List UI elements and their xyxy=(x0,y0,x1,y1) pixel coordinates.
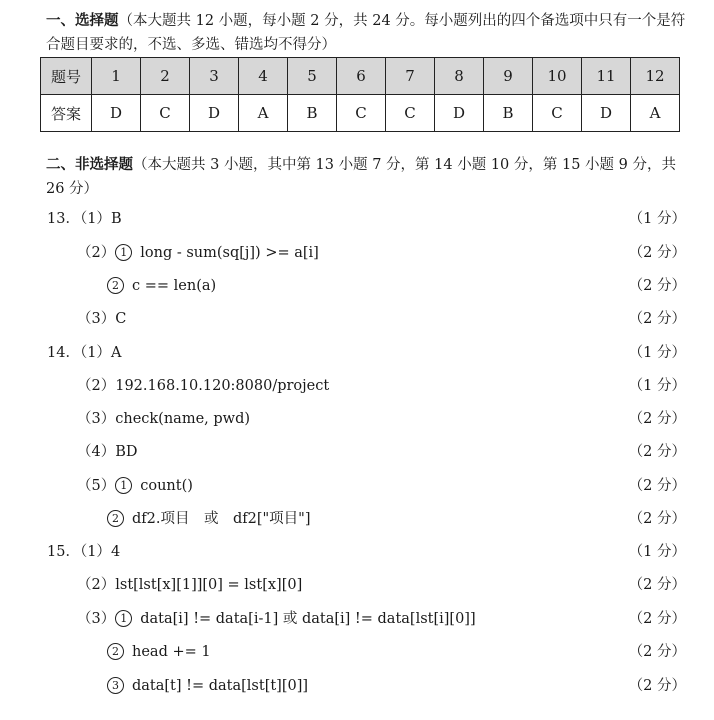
score-label: （1 分） xyxy=(628,544,686,560)
question-number: 15． xyxy=(47,544,80,560)
score-label: （2 分） xyxy=(628,577,686,593)
circled-number: 1 xyxy=(115,610,132,627)
answer-row xyxy=(0,241,714,265)
circled-number: 2 xyxy=(107,643,124,660)
answer-content xyxy=(77,607,476,631)
answer-content xyxy=(47,207,122,231)
part-label: （4） xyxy=(77,444,116,460)
answer-row xyxy=(0,607,714,631)
part-label: （3） xyxy=(77,611,116,627)
answer-text: head += 1 xyxy=(132,644,211,660)
section1-desc: （本大题共 12 小题，每小题 2 分，共 24 分。每小题列出的四个备选项中只有一个是符合题目要求的，不选、多选、错选均不得分） xyxy=(46,13,686,53)
question-number: 4 xyxy=(239,58,288,95)
answer-row xyxy=(0,573,714,597)
answer-row xyxy=(0,440,714,464)
answer-text: BD xyxy=(115,444,138,460)
answer-content xyxy=(47,540,120,564)
question-number: 7 xyxy=(386,58,435,95)
question-number: 3 xyxy=(190,58,239,95)
answer-cell: C xyxy=(386,95,435,132)
answer-cell: D xyxy=(435,95,484,132)
circled-number: 2 xyxy=(107,510,124,527)
circled-number: 2 xyxy=(107,277,124,294)
score-label: （2 分） xyxy=(628,245,686,261)
answer-text: A xyxy=(110,345,122,361)
question-number: 9 xyxy=(484,58,533,95)
answer-cell: B xyxy=(288,95,337,132)
score-label: （2 分） xyxy=(628,311,686,327)
answer-cell: C xyxy=(533,95,582,132)
answer-text: lst[lst[x][1]][0] = lst[x][0] xyxy=(115,577,303,593)
score-label: （2 分） xyxy=(628,511,686,527)
answer-content xyxy=(77,573,302,597)
question-number: 13． xyxy=(47,211,80,227)
answer-row xyxy=(0,407,714,431)
score-label: （2 分） xyxy=(628,411,686,427)
answer-text: 192.168.10.120:8080/project xyxy=(115,378,330,394)
part-label: （5） xyxy=(77,478,116,494)
circled-number: 1 xyxy=(115,244,132,261)
circled-number: 1 xyxy=(115,477,132,494)
answer-cell: A xyxy=(239,95,288,132)
answer-content xyxy=(107,507,311,531)
score-label: （2 分） xyxy=(628,278,686,294)
answer-text: df2.项目 或 df2["项目"] xyxy=(132,511,311,527)
section2-title: 二、非选择题 xyxy=(46,157,133,173)
answer-table-answer-row xyxy=(41,95,680,132)
answer-row xyxy=(0,374,714,398)
part-label: （1） xyxy=(79,544,111,560)
question-number: 5 xyxy=(288,58,337,95)
answer-label: 答案 xyxy=(41,95,92,132)
answer-content xyxy=(77,474,193,498)
answer-row xyxy=(0,540,714,564)
section1-heading xyxy=(46,9,694,57)
circled-number: 3 xyxy=(107,677,124,694)
answer-text: 4 xyxy=(110,544,121,560)
answer-cell: C xyxy=(141,95,190,132)
answer-row xyxy=(0,341,714,365)
answer-row xyxy=(0,674,714,698)
part-label: （1） xyxy=(79,211,111,227)
question-number: 6 xyxy=(337,58,386,95)
answer-cell: D xyxy=(92,95,141,132)
question-number: 14． xyxy=(47,345,80,361)
part-label: （1） xyxy=(79,345,111,361)
answer-row xyxy=(0,274,714,298)
answer-text: data[i] != data[i-1] 或 data[i] != data[lst[i][0]] xyxy=(140,611,476,627)
answer-row xyxy=(0,307,714,331)
section2-desc: （本大题共 3 小题，其中第 13 小题 7 分，第 14 小题 10 分，第 15 小题 9 分，共 26 分） xyxy=(46,157,677,197)
score-label: （2 分） xyxy=(628,644,686,660)
answer-content xyxy=(77,407,250,431)
question-number: 1 xyxy=(92,58,141,95)
answer-cell: B xyxy=(484,95,533,132)
answer-content xyxy=(77,374,329,398)
answer-cell: D xyxy=(190,95,239,132)
score-label: （2 分） xyxy=(628,611,686,627)
question-number: 8 xyxy=(435,58,484,95)
part-label: （2） xyxy=(77,577,116,593)
score-label: （2 分） xyxy=(628,478,686,494)
answer-content xyxy=(107,274,216,298)
header-label: 题号 xyxy=(41,58,92,95)
answer-table xyxy=(40,57,680,132)
answer-text: B xyxy=(110,211,122,227)
answer-row xyxy=(0,474,714,498)
question-number: 12 xyxy=(631,58,680,95)
part-label: （2） xyxy=(77,378,116,394)
question-number: 10 xyxy=(533,58,582,95)
answer-row xyxy=(0,640,714,664)
section1-title: 一、选择题 xyxy=(46,13,119,29)
answer-table-header-row xyxy=(41,58,680,95)
part-label: （3） xyxy=(77,411,116,427)
score-label: （2 分） xyxy=(628,678,686,694)
answer-row xyxy=(0,507,714,531)
answer-text: check(name, pwd) xyxy=(115,411,251,427)
question-number: 11 xyxy=(582,58,631,95)
answer-content xyxy=(107,640,211,664)
answer-cell: C xyxy=(337,95,386,132)
part-label: （2） xyxy=(77,245,116,261)
answer-cell: D xyxy=(582,95,631,132)
answer-text: c == len(a) xyxy=(132,278,217,294)
answer-content xyxy=(107,674,308,698)
answer-row xyxy=(0,207,714,231)
score-label: （1 分） xyxy=(628,211,686,227)
question-number: 2 xyxy=(141,58,190,95)
answer-text: long - sum(sq[j]) >= a[i] xyxy=(140,245,319,261)
section2-heading xyxy=(46,153,694,201)
answer-text: data[t] != data[lst[t][0]] xyxy=(132,678,309,694)
answer-cell: A xyxy=(631,95,680,132)
score-label: （1 分） xyxy=(628,345,686,361)
answer-text: C xyxy=(115,311,127,327)
answer-content xyxy=(47,341,121,365)
answer-content xyxy=(77,440,138,464)
part-label: （3） xyxy=(77,311,116,327)
answer-content xyxy=(77,241,319,265)
score-label: （2 分） xyxy=(628,444,686,460)
answer-text: count() xyxy=(140,478,193,494)
score-label: （1 分） xyxy=(628,378,686,394)
answer-content xyxy=(77,307,126,331)
